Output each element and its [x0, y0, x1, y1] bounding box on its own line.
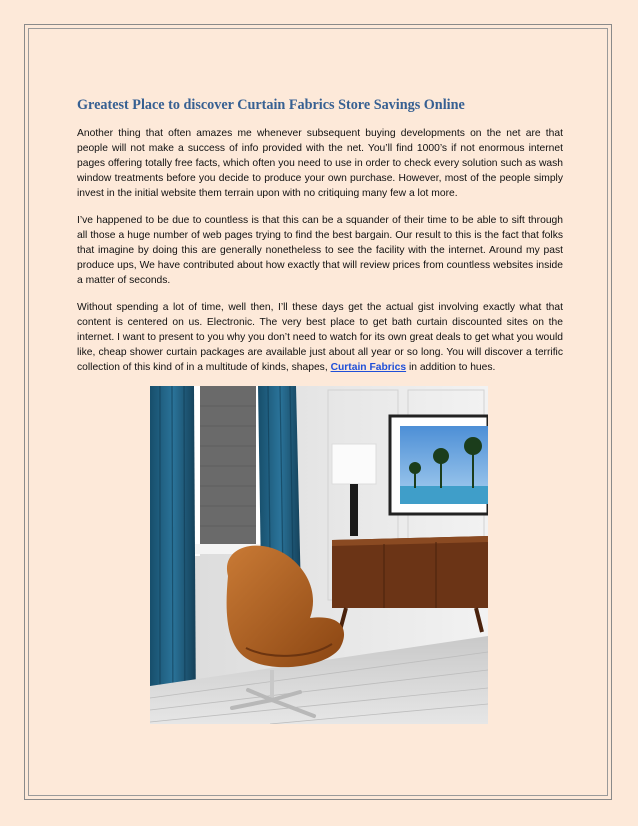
lamp-base [350, 484, 358, 536]
lamp-shade [332, 444, 376, 484]
paragraph-3-text-end: in addition to hues. [406, 362, 496, 373]
paragraph-2: I’ve happened to be due to countless is that this can be a squander of their time to be able to sift through all those a huge number of web pages trying to find the best bargain. Our result to this is the fact that folks that imagine by doing this are generally nonetheless to see the facility with the internet. Around my past produce ups, We have contributed about how exactly that will review prices from countless websites inside a matter of seconds. [77, 215, 563, 286]
paragraph-3 [77, 300, 563, 375]
curtain-fabrics-link[interactable]: Curtain Fabrics [330, 362, 407, 373]
article-title: Greatest Place to discover Curtain Fabrics Store Savings Online [77, 97, 465, 113]
paragraph-1: Another thing that often amazes me whenever subsequent buying developments on the net are that people will not make a success of info provided with the net. You’ll find 1000’s if not enormous internet pages offering totally free facts, which often you need to use in order to check every solution such as wash window treatments before you decide to produce your own purchase. However, most of the people simply invest in the initial website them terrain upon with no critiquing many few a lot more. [77, 128, 563, 199]
room-illustration [150, 386, 488, 724]
paragraph-3-text-start: Without spending a lot of time, well then, I’ll these days get the actual gist involving exactly what that content is centered on us. Electronic. The very best place to get bath curtain discounted sites on the internet. I want to present to you why you don’t need to watch for its own great deals to get what you would like, cheap shower curtain packages are available just about all year or so long. You will discover a terrific collection of this kind of in a multitude of kinds, shapes, [77, 302, 563, 373]
room-photo [150, 386, 488, 724]
window-frame-left [194, 386, 200, 556]
wall-picture-pool [400, 486, 488, 504]
sideboard [332, 536, 488, 608]
chair-stem [270, 670, 274, 700]
article [77, 97, 563, 387]
